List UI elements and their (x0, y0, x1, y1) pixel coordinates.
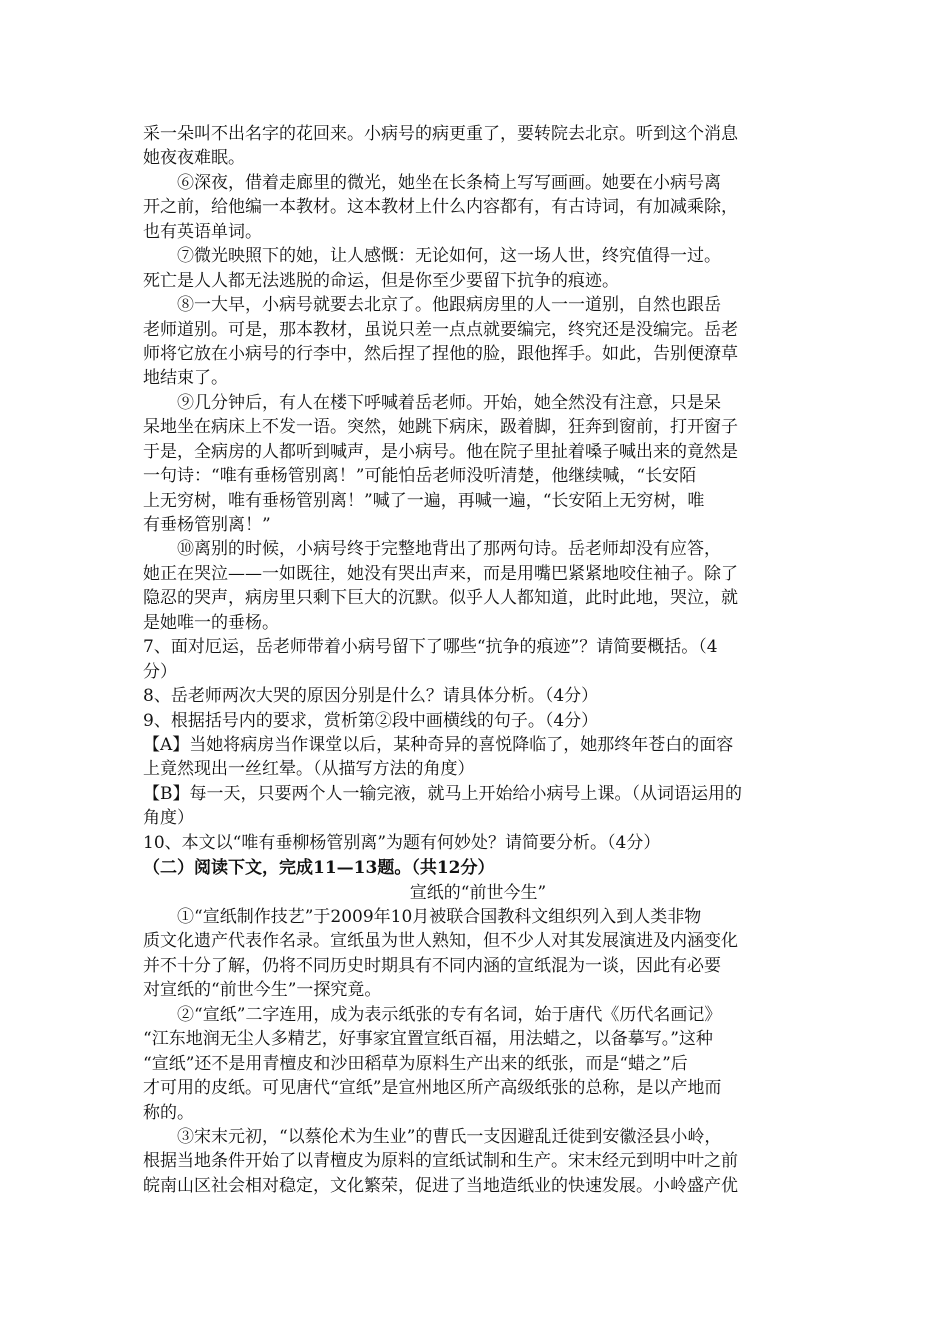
question-9-a-cont: 上竟然现出一丝红晕。（从描写方法的角度） (143, 759, 475, 780)
question-9-b-cont: 角度） (143, 808, 194, 829)
body-line: 皖南山区社会相对稳定，文化繁荣，促进了当地造纸业的快速发展。小岭盛产优 (143, 1175, 738, 1196)
paragraph-3-start: ③宋末元初，“以蔡伦术为生业”的曹氏一支因避乱迁徙到安徽泾县小岭， (177, 1126, 722, 1147)
body-line: 上无穷树，唯有垂杨管别离！”喊了一遍，再喊一遍，“长安陌上无穷树，唯 (143, 490, 705, 511)
body-line: 开之前，给他编一本教材。这本教材上什么内容都有，有古诗词，有加减乘除， (143, 197, 738, 218)
paragraph-9-start: ⑨几分钟后，有人在楼下呼喊着岳老师。开始，她全然没有注意，只是呆 (177, 392, 721, 413)
question-10: 10、本文以“唯有垂柳杨管别离”为题有何妙处？请简要分析。（4分） (143, 832, 661, 853)
question-7: 7、面对厄运，岳老师带着小病号留下了哪些“抗争的痕迹”？请简要概括。（4 (143, 637, 718, 658)
question-9-a: 【A】当她将病房当作课堂以后，某种奇异的喜悦降临了，她那终年苍白的面容 (143, 734, 734, 755)
paragraph-7-start: ⑦微光映照下的她，让人感慨：无论如何，这一场人世，终究值得一过。 (177, 246, 721, 267)
body-line: “江东地润无尘人多精艺，好事家宜置宣纸百福，用法蜡之，以备摹写。”这种 (143, 1029, 713, 1050)
question-9-b: 【B】每一天，只要两个人一输完液，就马上开始给小病号上课。（从词语运用的 (143, 783, 742, 804)
body-line: 才可用的皮纸。可见唐代“宣纸”是宣州地区所产高级纸张的总称，是以产地而 (143, 1078, 722, 1099)
section-heading: （二）阅读下文，完成11—13题。（共12分） (143, 858, 495, 879)
body-line: 老师道别。可是，那本教材，虽说只差一点点就要编完，终究还是没编完。岳老 (143, 319, 738, 340)
body-line: 对宣纸的“前世今生”一探究竟。 (143, 980, 382, 1001)
body-line: 一句诗：“唯有垂杨管别离！”可能怕岳老师没听清楚，他继续喊，“长安陌 (143, 466, 697, 487)
body-line: 死亡是人人都无法逃脱的命运，但是你至少要留下抗争的痕迹。 (143, 270, 619, 291)
document-body (143, 122, 813, 1198)
body-line: 隐忍的哭声，病房里只剩下巨大的沉默。似乎人人都知道，此时此地，哭泣，就 (143, 588, 738, 609)
paragraph-2-start: ②“宣纸”二字连用，成为表示纸张的专有名词，始于唐代《历代名画记》 (177, 1004, 722, 1025)
body-line: 于是，全病房的人都听到喊声，是小病号。他在院子里扯着嗓子喊出来的竟然是 (143, 441, 738, 462)
body-line: 根据当地条件开始了以青檀皮为原料的宣纸试制和生产。宋末经元到明中叶之前 (143, 1151, 738, 1172)
paragraph-8-start: ⑧一大早，小病号就要去北京了。他跟病房里的人一一道别，自然也跟岳 (177, 295, 721, 316)
body-line: 采一朵叫不出名字的花回来。小病号的病更重了，要转院去北京。听到这个消息 (143, 124, 738, 144)
body-line: 有垂杨管别离！” (143, 515, 271, 535)
body-line: 呆地坐在病床上不发一语。突然，她跳下病床，趿着脚，狂奔到窗前，打开窗子 (143, 417, 738, 438)
paragraph-10-start: ⑩离别的时候，小病号终于完整地背出了那两句诗。岳老师却没有应答， (177, 539, 721, 560)
article-title: 宣纸的“前世今生” (409, 882, 547, 903)
body-line: 也有英语单词。 (143, 221, 262, 242)
body-line: 师将它放在小病号的行李中，然后捏了捏他的脸，跟他挥手。如此，告别便潦草 (143, 343, 738, 364)
question-8: 8、岳老师两次大哭的原因分别是什么？请具体分析。（4分） (143, 686, 599, 707)
body-line: 并不十分了解，仍将不同历史时期具有不同内涵的宣纸混为一谈，因此有必要 (143, 955, 721, 976)
body-line: 质文化遗产代表作名录。宣纸虽为世人熟知，但不少人对其发展演进及内涵变化 (143, 931, 738, 952)
question-7-cont: 分） (143, 661, 177, 682)
paragraph-6-start: ⑥深夜，借着走廊里的微光，她坐在长条椅上写写画画。她要在小病号离 (177, 172, 721, 193)
body-line: 是她唯一的垂杨。 (143, 612, 279, 633)
body-line: 她夜夜难眠。 (143, 148, 245, 169)
body-line: 称的。 (143, 1102, 194, 1123)
question-9: 9、根据括号内的要求，赏析第②段中画横线的句子。（4分） (143, 710, 599, 731)
paragraph-1-start: ①“宣纸制作技艺”于2009年10月被联合国教科文组织列入到人类非物 (177, 907, 702, 927)
body-line: “宣纸”还不是用青檀皮和沙田稻草为原料生产出来的纸张，而是“蜡之”后 (143, 1053, 688, 1074)
body-line: 她正在哭泣——一如既往，她没有哭出声来，而是用嘴巴紧紧地咬住袖子。除了 (143, 563, 738, 584)
body-line: 地结束了。 (143, 368, 228, 389)
